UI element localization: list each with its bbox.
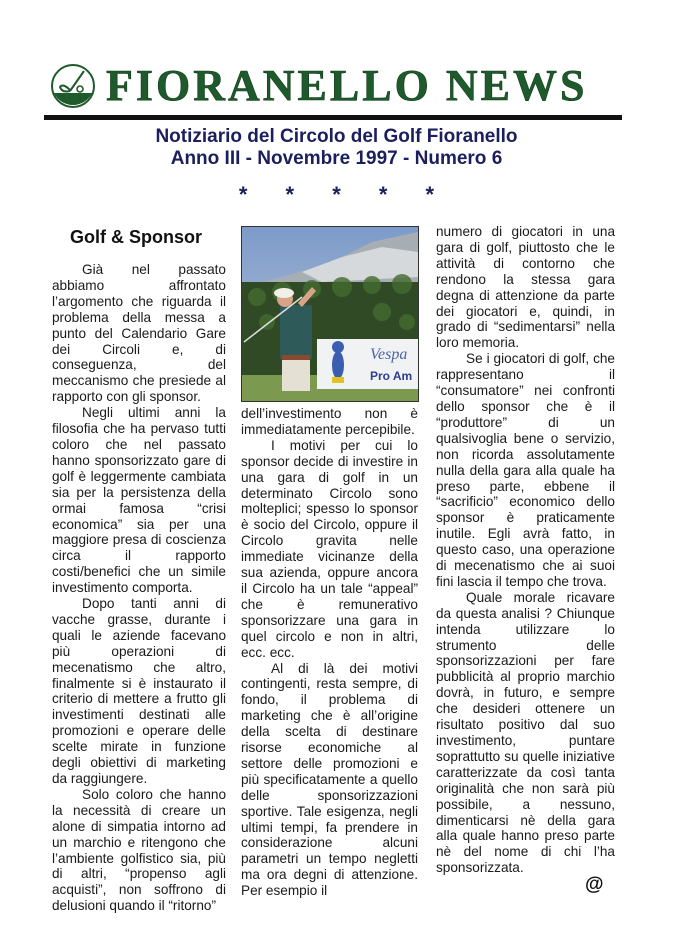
paragraph: Solo coloro che hanno la necessità di creare un alone di simpatia intorno ad un marchio e ritengono che l’ambiente golfistico sia, più di altri, “propenso agli acquisti”, non soffrono di delusioni quando il “ritorno” (52, 786, 226, 914)
paragraph: Già nel passato abbiamo affrontato l’argomento che riguarda il problema della messa a punto del Calendario Gare dei Circoli e, di conseguenza, del meccanismo che presiede al rapporto con gli sponsor. (52, 262, 226, 405)
paragraph: Negli ultimi anni la filosofia che ha pervaso tutti coloro che nel passato hanno sponsorizzato gare di golf è leggermente cambiata sia per la persistenza della ormai famosa “crisi economica” sia per una maggiore presa di coscienza circa il rapporto costi/benefici che un simile investimento comporta. (52, 405, 226, 596)
paragraph: I motivi per cui lo sponsor decide di investire in una gara di golf in un determinato Circolo sono molteplici; spesso lo sponsor è socio del Circolo, oppure il Circolo gravita nelle immediate vicinanze della sua azienda, oppure ancora il Circolo ha un tale “appeal” che è remunerativo sponsorizzare una gara in quel circolo e non in altri, ecc. ecc. (241, 437, 418, 660)
paragraph: Se i giocatori di golf, che rappresentano il “consumatore” nei confronti dello sponsor che è il “produttore” di un qualsivoglia bene o servizio, non ricorda assolutamente nulla della gara alla quale ha preso parte, ebbene il “sacrificio” economico dello sponsor è praticamente inutile. Egli avrà fatto, in questo caso, una operazione di mecenatismo che ai suoi fini lascia il tempo che trova. (436, 351, 615, 589)
paragraph: Al di là dei motivi contingenti, resta sempre, di fondo, il problema di marketing che è all’origine della scelta di destinare risorse economiche al settore delle promozioni e più specificatamente a quello delle sponsorizzazioni sportive. Tale esigenza, negli ultimi tempi, fa prendere in considerazione alcuni parametri un tempo negletti ma ora degni di attenzione. Per esempio il (241, 660, 418, 899)
paragraph: Quale morale ricavare da questa analisi ? Chiunque intenda utilizzare lo strumento delle sponsorizzazioni per fare pubblicità al proprio marchio dovrà, in futuro, e sempre che desideri ottenere un risultato positivo dal suo investimento, puntare soprattutto su quelle iniziative caratterizzate da così tanta originalità che non sarà più possibile, a nessuno, dimenticarsi nè della gara alla quale hanno preso parte nè del nome di chi l’ha sponsorizzata. (436, 589, 615, 876)
star-separator: * * * * * (238, 182, 451, 207)
paragraph: dell’investimento non è immediatamente percepibile. (241, 406, 418, 437)
subtitle-publication: Notiziario del Circolo del Golf Fioranello (155, 126, 518, 147)
newsletter-title: FIORANELLO NEWS (106, 61, 588, 110)
masthead (50, 58, 630, 114)
banner-script-text: Vespa (370, 346, 408, 363)
golf-club-ball-logo-icon (50, 63, 96, 109)
end-of-article-mark: @ (585, 874, 604, 895)
article-column-3 (436, 224, 615, 876)
article-title: Golf & Sponsor (70, 227, 202, 247)
subtitle-issue: Anno III - Novembre 1997 - Numero 6 (170, 148, 503, 169)
golfer-photo-illustration (242, 227, 418, 401)
golfer-photo (241, 226, 419, 402)
paragraph: Dopo tanti anni di vacche grasse, durante i quali le aziende facevano più operazioni di mecenatismo che altro, finalmente si è instaurato il criterio di mettere a frutto gli investimenti destinati alle promozioni e operare delle scelte mirate in funzione degli obiettivi di marketing da raggiungere. (52, 596, 226, 786)
paragraph: numero di giocatori in una gara di golf, piuttosto che le attività di contorno che rendono la stessa gara degna di attenzione da parte dei giocatori e, quindi, in grado di “sedimentarsi” nella loro memoria. (436, 224, 615, 351)
masthead-rule (44, 115, 622, 120)
article-column-2 (241, 406, 418, 899)
banner-text: Pro Am (370, 369, 413, 383)
article-column-1 (52, 262, 226, 914)
